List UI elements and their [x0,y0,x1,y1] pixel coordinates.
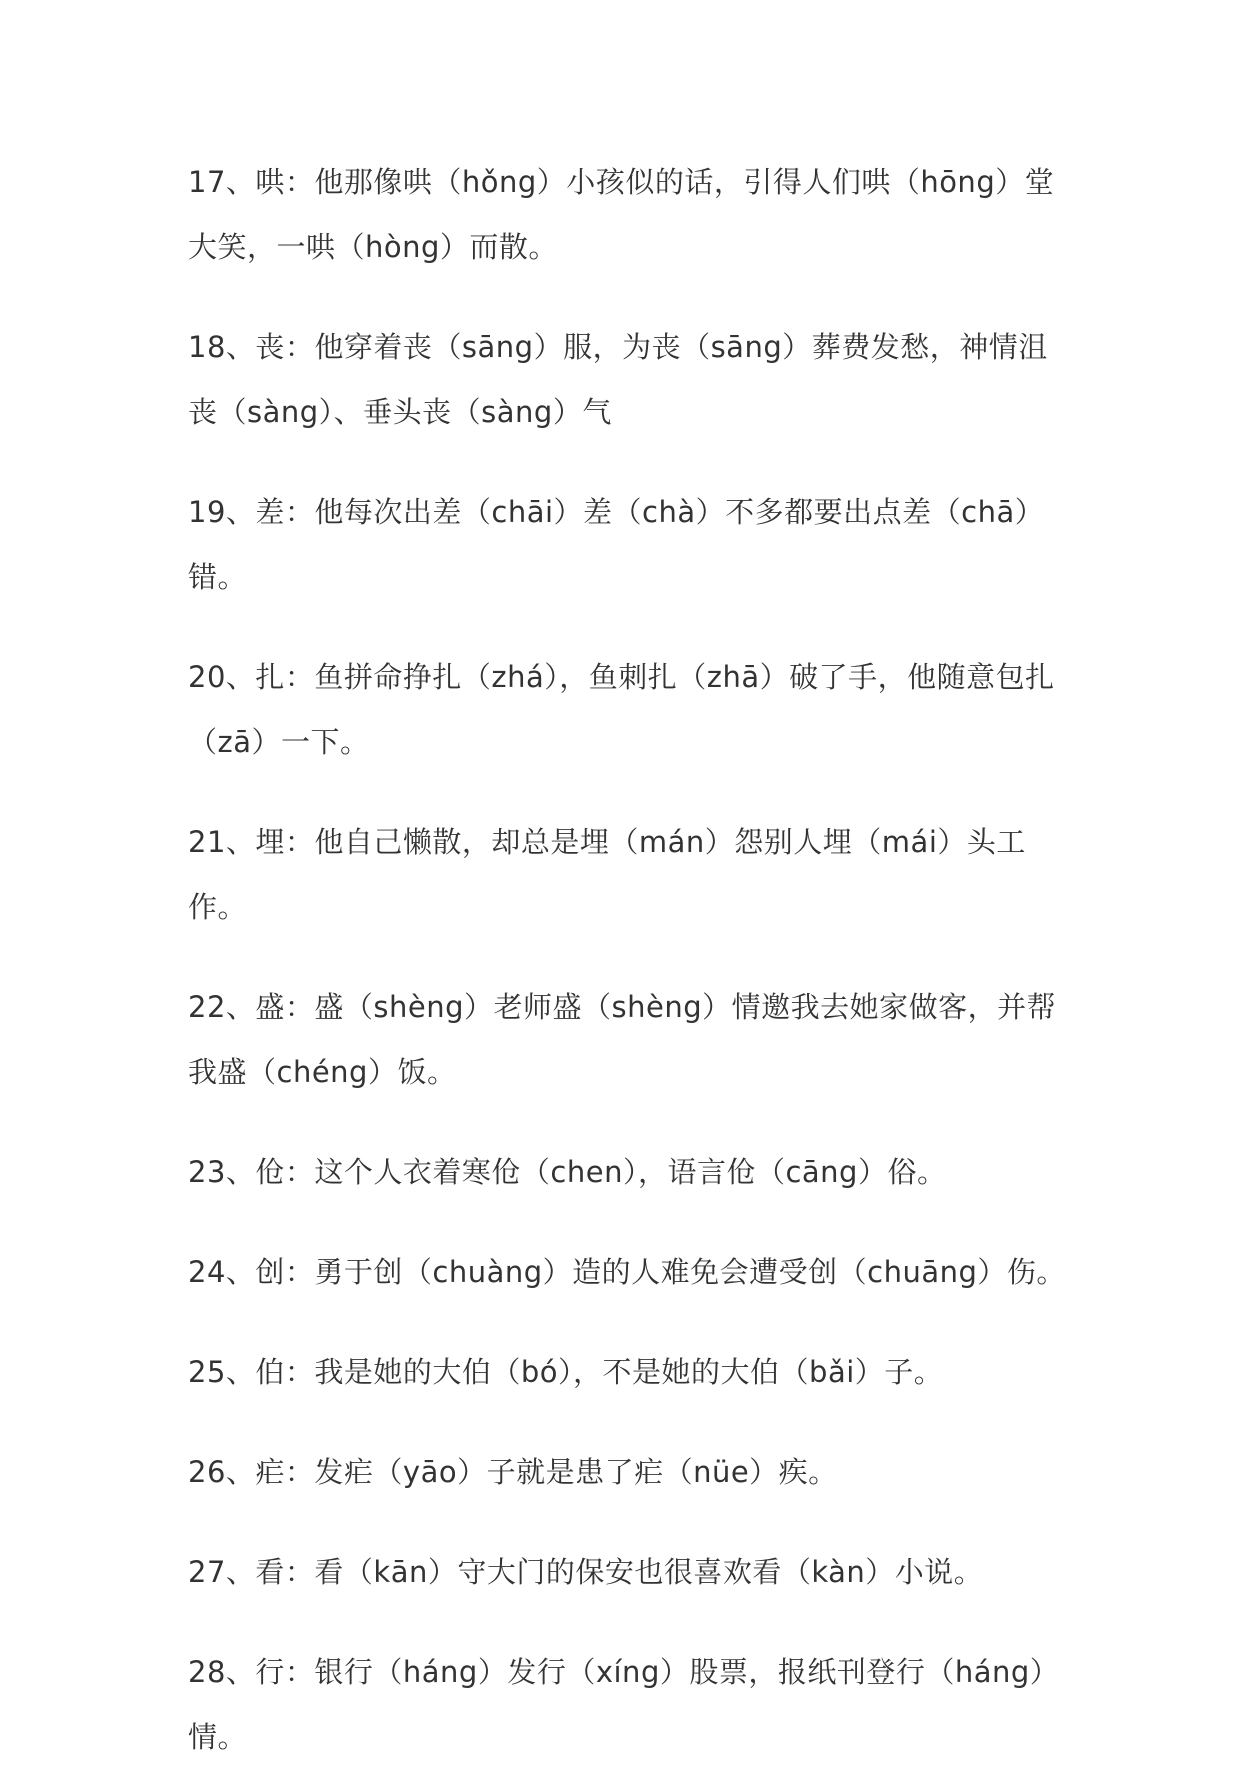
entry-26: 26、疟：发疟（yāo）子就是患了疟（nüe）疾。 [188,1455,838,1489]
entry-27: 27、看：看（kān）守大门的保安也很喜欢看（kàn）小说。 [188,1555,984,1589]
polyphonic-character-list [188,150,1068,1770]
entry-25: 25、伯：我是她的大伯（bó），不是她的大伯（bǎi）子。 [188,1355,944,1389]
entry-18: 18、丧：他穿着丧（sāng）服，为丧（sāng）葬费发愁，神情沮丧（sàng）、垂头丧（sàng）气 [188,330,1048,429]
entry-17: 17、哄：他那像哄（hǒng）小孩似的话，引得人们哄（hōng）堂大笑，一哄（hòng）而散。 [188,165,1055,264]
entry-23: 23、伧：这个人衣着寒伧（chen），语言伧（cāng）俗。 [188,1155,947,1189]
entry-22: 22、盛：盛（shèng）老师盛（shèng）情邀我去她家做客，并帮我盛（chéng）饭。 [188,990,1057,1089]
entry-28: 28、行：银行（háng）发行（xíng）股票，报纸刊登行（háng）情。 [188,1655,1060,1754]
entry-19: 19、差：他每次出差（chāi）差（chà）不多都要出点差（chā）错。 [188,495,1045,594]
entry-21: 21、埋：他自己懒散，却总是埋（mán）怨别人埋（mái）头工作。 [188,825,1026,924]
entry-24: 24、创：勇于创（chuàng）造的人难免会遭受创（chuāng）伤。 [188,1255,1066,1289]
entry-20: 20、扎：鱼拼命挣扎（zhá），鱼刺扎（zhā）破了手，他随意包扎（zā）一下。 [188,660,1055,759]
